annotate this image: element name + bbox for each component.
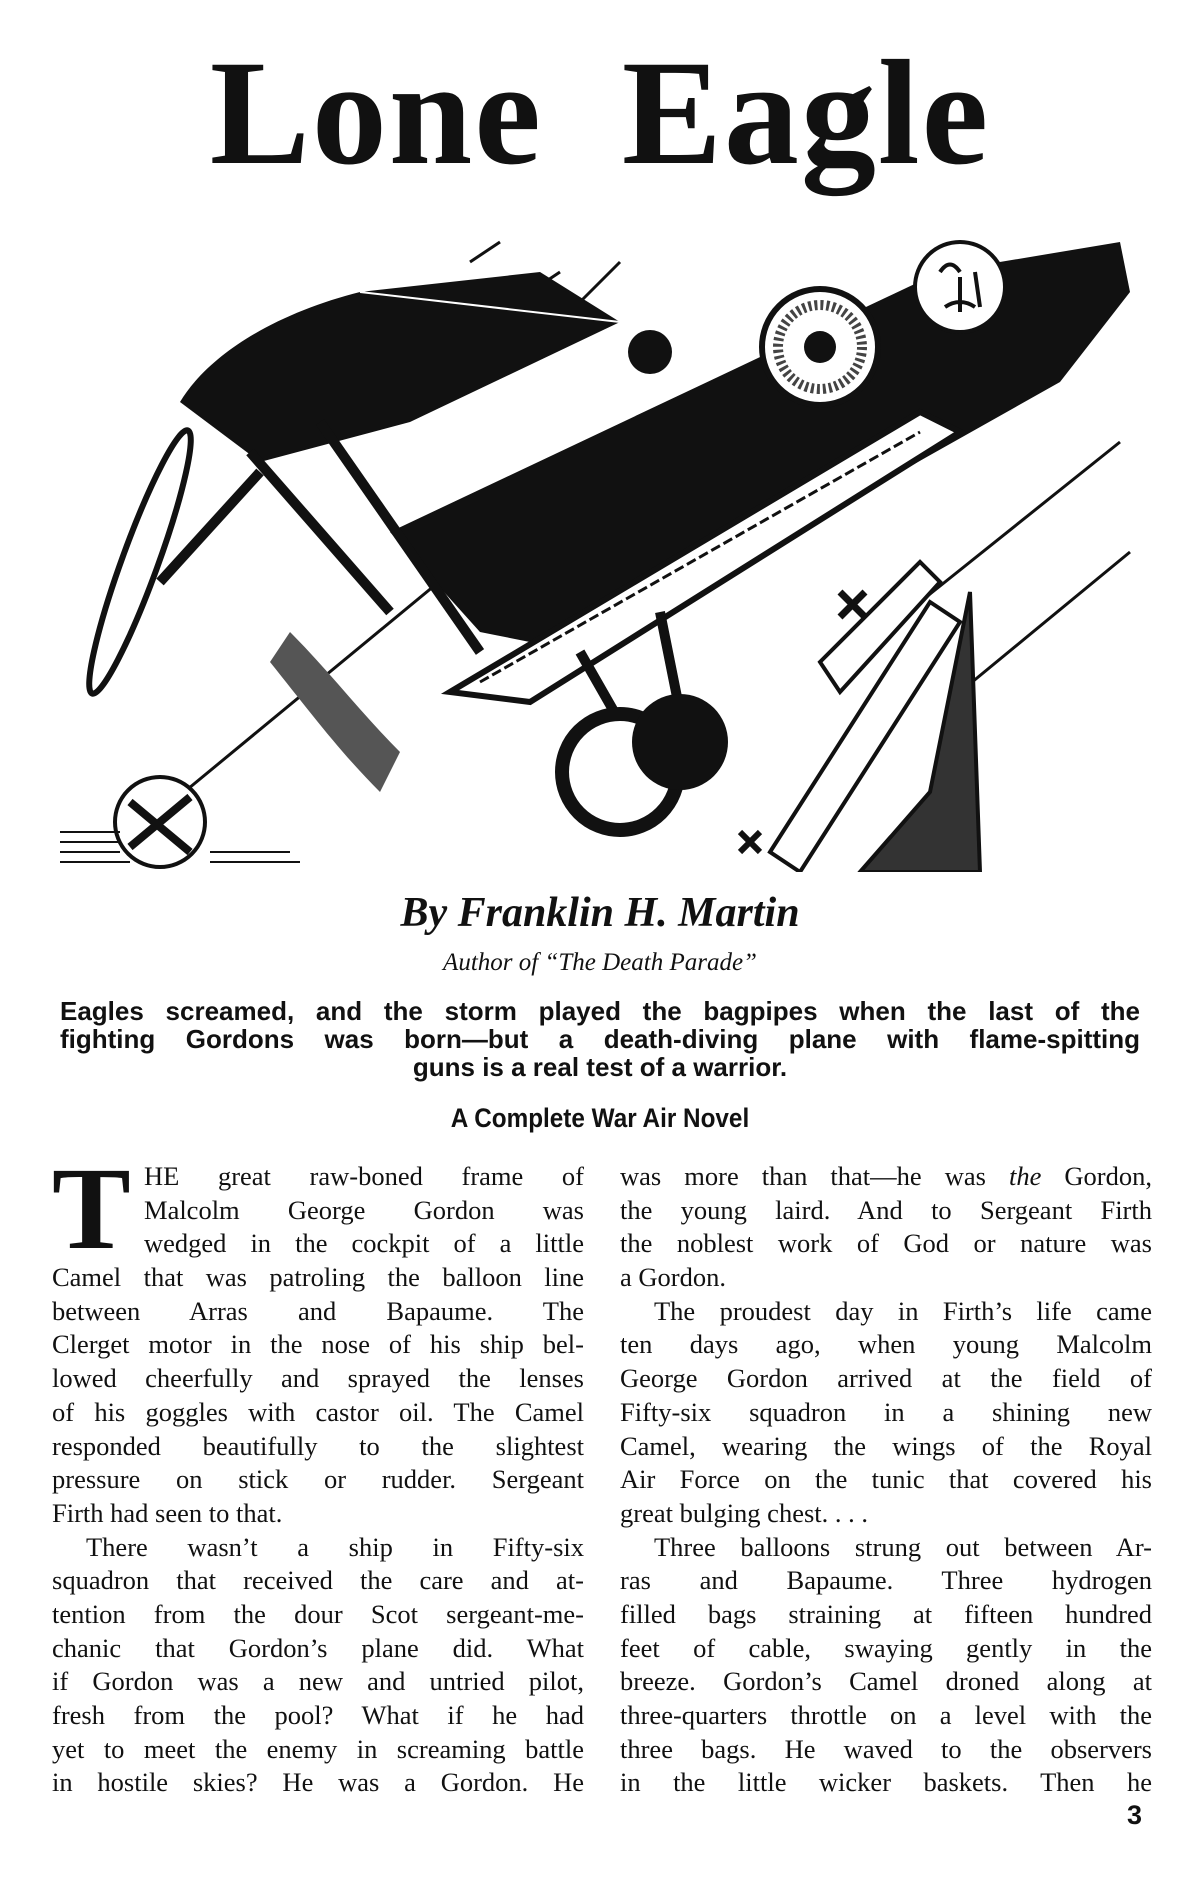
body-line: wedged in the cockpit of a little (144, 1228, 584, 1259)
speed-line (580, 262, 620, 302)
body-line: Three balloons strung out between Ar- (654, 1531, 1152, 1562)
novel-kicker: A Complete War Air Novel (450, 1103, 750, 1133)
body-line: ten days ago, when young Malcolm (620, 1329, 1152, 1360)
body-line: filled bags straining at fifteen hundred (620, 1598, 1152, 1629)
body-line: Clerget motor in the nose of his ship bel- (52, 1329, 584, 1360)
body-line: ras and Bapaume. Three hydrogen (620, 1565, 1152, 1596)
body-line: lowed cheerfully and sprayed the lenses (52, 1363, 584, 1394)
body-line: responded beautifully to the slightest (52, 1430, 584, 1461)
body-line: in the little wicker baskets. Then he (620, 1767, 1152, 1798)
body-line: George Gordon arrived at the field of (620, 1363, 1152, 1394)
body-line: if Gordon was a new and untried pilot, (52, 1666, 584, 1697)
page-number: 3 (1126, 1800, 1142, 1830)
body-line: Firth had seen to that. (52, 1497, 283, 1528)
propeller (75, 424, 205, 699)
drop-cap: T (52, 1143, 131, 1274)
body-line: squadron that received the care and at- (52, 1565, 584, 1596)
body-line: HE great raw-boned frame of (144, 1161, 584, 1191)
body-line: of his goggles with castor oil. The Camel (52, 1396, 584, 1427)
wheel-rear (632, 694, 728, 790)
roundel-center (804, 331, 836, 363)
body-line: Camel, wearing the wings of the Royal (620, 1430, 1152, 1461)
body-line: the young laird. And to Sergeant Firth (620, 1194, 1152, 1225)
body-line: Malcolm George Gordon was (144, 1194, 584, 1225)
body-line: the noblest work of God or nature was (620, 1228, 1152, 1259)
body-line: chanic that Gordon’s plane did. What (52, 1632, 584, 1663)
body-line: Air Force on the tunic that covered his (620, 1464, 1152, 1495)
speed-line (960, 552, 1130, 692)
body-text: was more than that—he was (620, 1161, 986, 1191)
body-line: between Arras and Bapaume. The (52, 1295, 584, 1326)
speed-line (470, 242, 500, 262)
article-title (0, 30, 1200, 196)
body-line (620, 1160, 1152, 1194)
body-line: The proudest day in Firth’s life came (654, 1295, 1152, 1326)
upper-wing (180, 272, 620, 462)
emphasis-the: the (1008, 1161, 1042, 1191)
enemy-biplane (770, 562, 980, 872)
deck-blurb (60, 997, 1140, 1081)
body-line: yet to meet the enemy in screaming battle (52, 1733, 584, 1764)
body-line: fresh from the pool? What if he had (52, 1700, 584, 1730)
body-line: breeze. Gordon’s Camel droned along at (620, 1666, 1152, 1697)
body-column-right (620, 1160, 1152, 1800)
biplane-dogfight-illustration (60, 232, 1150, 872)
deck-line: fighting Gordons was born—but a death-diving plane with flame-spitting (60, 1024, 1140, 1054)
body-line: a Gordon. (620, 1262, 726, 1293)
body-line: three-quarters throttle on a level with the (620, 1700, 1152, 1730)
body-line: three bags. He waved to the observers (620, 1733, 1152, 1764)
body-line: Camel that was patroling the balloon line (52, 1262, 584, 1293)
deck-line: guns is a real test of a warrior. (412, 1052, 788, 1082)
body-line: pressure on stick or rudder. Sergeant (52, 1464, 584, 1495)
smoke-trail (270, 632, 400, 792)
body-line: in hostile skies? He was a Gordon. He (52, 1767, 584, 1798)
byline: By Franklin H. Martin (400, 890, 800, 936)
title-word-lone: Lone (209, 30, 543, 196)
speed-line (920, 442, 1120, 602)
title-word-eagle: Eagle (621, 30, 991, 196)
body-line: tention from the dour Scot sergeant-me- (52, 1598, 584, 1629)
pilot-head (628, 330, 672, 374)
body-line: feet of cable, swaying gently in the (620, 1632, 1152, 1663)
body-line: Fifty-six squadron in a shining new (620, 1396, 1152, 1427)
body-column-left (52, 1143, 584, 1800)
body-line: There wasn’t a ship in Fifty-six (86, 1531, 584, 1562)
deck-line: Eagles screamed, and the storm played the bagpipes when the last of the (60, 996, 1140, 1026)
author-credit: Author of “The Death Parade” (443, 949, 757, 976)
body-text: Gordon, (1064, 1161, 1152, 1191)
body-line: great bulging chest. . . . (620, 1497, 869, 1528)
